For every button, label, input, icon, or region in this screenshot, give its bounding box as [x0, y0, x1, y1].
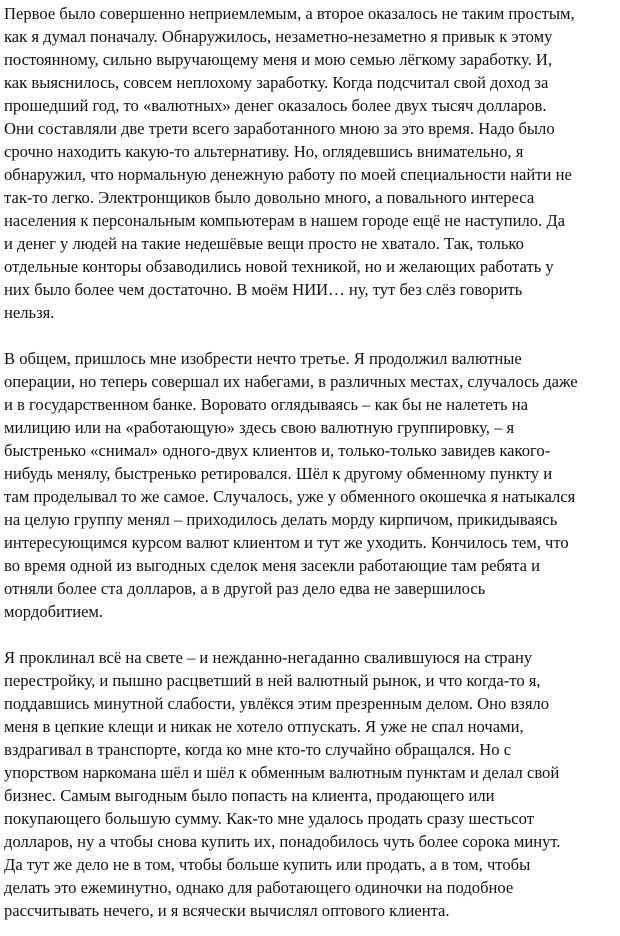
text-line: и денег у людей на такие недешёвые вещи просто не хватало. Так, только [4, 234, 524, 253]
text-line: них было более чем достаточно. В моём НИИ… ну, тут без слёз говорить [4, 280, 523, 299]
text-line: прошедший год, то «валютных» денег оказалось более двух тысяч долларов. [4, 96, 547, 115]
text-line: меня в цепкие клещи и никак не хотело отпускать. Я уже не спал ночами, [4, 717, 524, 736]
text-line: нибудь менялу, быстренько ретировался. Шёл к другому обменному пункту и [4, 464, 553, 483]
text-line: и в государственном банке. Воровато оглядываясь – как бы не налететь на [4, 395, 529, 414]
text-line: милицию или на «работающую» здесь свою валютную группировку, – я [4, 418, 515, 437]
text-line: Они составляли две трети всего заработанного мною за это время. Надо было [4, 119, 555, 138]
text-line: Да тут же дело не в том, чтобы больше купить или продать, а в том, чтобы [4, 855, 531, 874]
text-line: так-то легко. Электронщиков было довольно много, а повального интереса [4, 188, 535, 207]
text-line: операции, но теперь совершал их набегами, в различных местах, случалось даже [4, 372, 578, 391]
text-line: долларов, ну а чтобы снова купить их, понадобилось чуть более сорока минут. [4, 832, 561, 851]
text-line: отняли более ста долларов, а в другой раз дело едва не завершилось [4, 579, 486, 598]
text-line: во время одной из выгодных сделок меня засекли работающие там ребята и [4, 556, 541, 575]
text-line: рассчитывать нечего, и я всячески вычислял оптового клиента. [4, 901, 450, 920]
text-line: вздрагивал в транспорте, когда ко мне кто-то случайно обращался. Но с [4, 740, 512, 759]
text-line: отдельные конторы обзаводились новой техникой, но и желающих работать у [4, 257, 554, 276]
text-line: как я думал поначалу. Обнаружилось, незаметно-незаметно я привык к этому [4, 27, 553, 46]
text-line: населения к персональным компьютерам в нашем городе ещё не наступило. Да [4, 211, 566, 230]
text-line: мордобитием. [4, 602, 104, 621]
text-line: Я проклинал всё на свете – и нежданно-негаданно свалившуюся на страну [4, 648, 533, 667]
text-line: срочно находить какую-то альтернативу. Но, оглядевшись внимательно, я [4, 142, 524, 161]
paragraph-1 [4, 2, 616, 324]
text-line: поддавшись минутной слабости, увлёкся этим презренным делом. Оно взяло [4, 694, 550, 713]
text-line: покупающего большую сумму. Как-то мне удалось продать сразу шестьсот [4, 809, 534, 828]
text-line: бизнес. Самым выгодным было попасть на клиента, продающего или [4, 786, 495, 805]
text-line: там проделывал то же самое. Случалось, уже у обменного окошечка я натыкался [4, 487, 576, 506]
text-line: на целую группу менял – приходилось делать морду кирпичом, прикидываясь [4, 510, 558, 529]
text-line: перестройку, и пышно расцветший в ней валютный рынок, и что когда-то я, [4, 671, 541, 690]
text-line: Первое было совершенно неприемлемым, а второе оказалось не таким простым, [4, 4, 575, 23]
text-line: постоянному, сильно выручающему меня и мою семью лёгкому заработку. И, [4, 50, 553, 69]
paragraph-3 [4, 646, 616, 922]
text-line: делать это ежеминутно, однако для работающего одиночки на подобное [4, 878, 514, 897]
paragraph-2 [4, 347, 616, 623]
text-line: как выяснилось, совсем неплохому заработку. Когда подсчитал свой доход за [4, 73, 549, 92]
text-line: В общем, пришлось мне изобрести нечто третье. Я продолжил валютные [4, 349, 522, 368]
text-line: упорством наркомана шёл и шёл к обменным валютным пунктам и делал свой [4, 763, 560, 782]
text-line: нельзя. [4, 303, 55, 322]
text-line: быстренько «снимал» одного-двух клиентов и, только-только завидев какого- [4, 441, 551, 460]
text-line: обнаружил, что нормальную денежную работу по моей специальности найти не [4, 165, 572, 184]
text-line: интересующимся курсом валют клиентом и тут же уходить. Кончилось тем, что [4, 533, 569, 552]
